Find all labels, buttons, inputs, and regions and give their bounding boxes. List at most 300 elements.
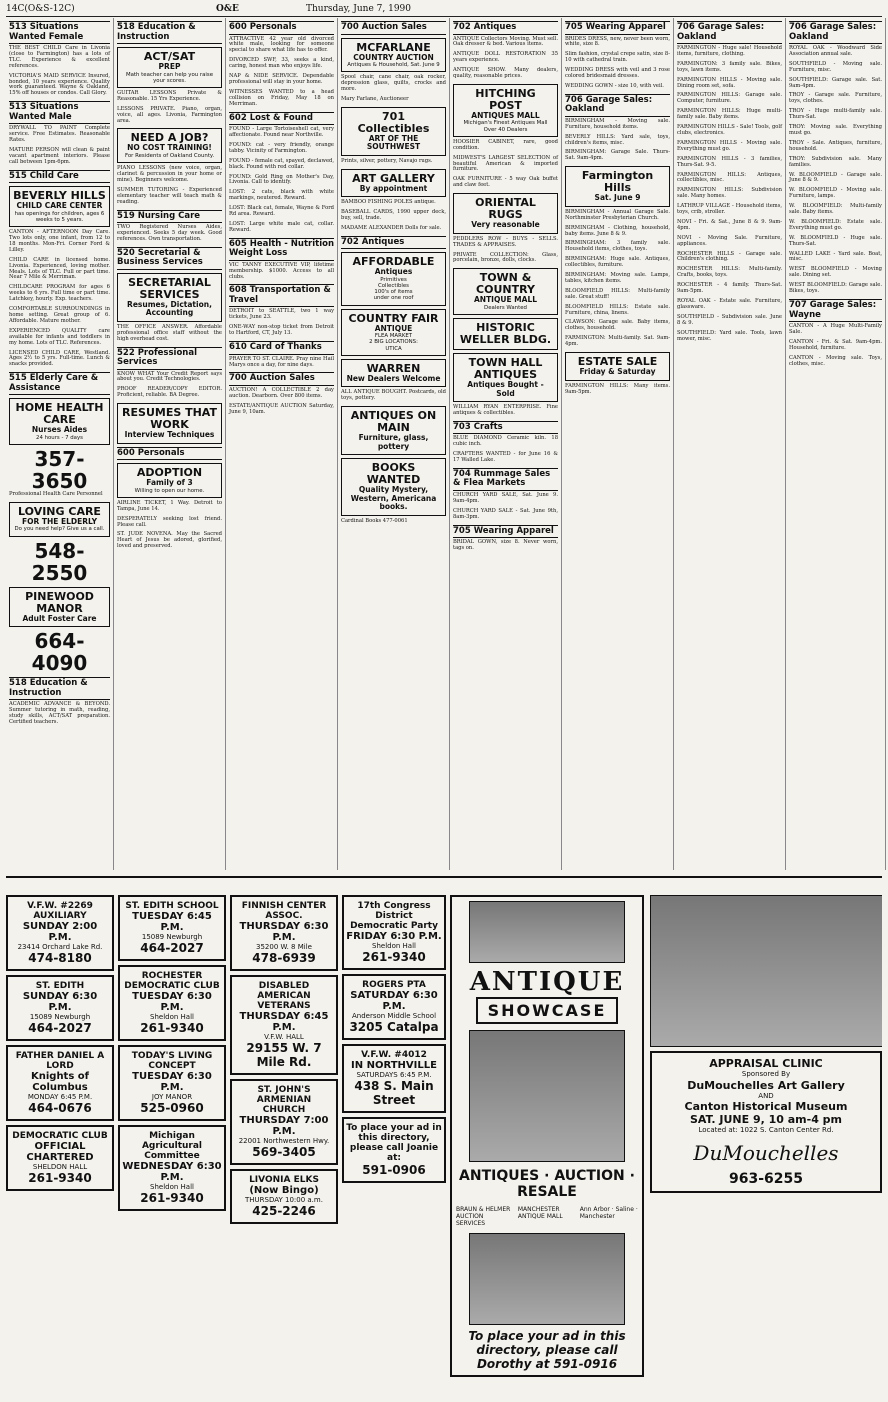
display-ad-line: Antiques Bought - Sold <box>467 380 544 398</box>
display-ad-line: Dealers Wanted <box>484 304 527 311</box>
bingo-listing-title: V.F.W. #4012 <box>361 1050 427 1060</box>
classified-ad: FARMINGTON HILLS - Moving sale. Everything must go. <box>677 139 782 152</box>
bingo-listing-detail: 35200 W. 8 Mile <box>256 943 312 951</box>
display-ad-line: Math teacher can help you raise your scores. <box>125 71 214 84</box>
classified-column-3 <box>226 18 338 870</box>
advertiser-3: Ann Arbor · Saline · Manchester <box>579 1206 638 1220</box>
classified-ad: BIRMINGHAM - Clothing, household, baby items. June 8 & 9. <box>565 224 670 237</box>
display-ad-line: Family of 3 <box>146 478 193 488</box>
classified-ad: TROY: Moving sale. Everything must go. <box>789 124 882 136</box>
classified-ad: BRIDES DRESS, new, never been worn, white, size 8. <box>565 35 670 48</box>
display-ad-line: 24 hours - 7 days <box>36 434 83 441</box>
display-ad-line: ANTIQUES MALL <box>471 110 540 120</box>
section-heading: 605 Health - Nutrition Weight Loss <box>229 238 334 261</box>
classified-ad: CANTON - A Huge Multi-Family Sale. <box>789 323 882 335</box>
display-ad <box>341 406 446 455</box>
bingo-listing-day: FRIDAY 6:30 P.M. <box>346 931 442 942</box>
display-ad <box>117 463 222 498</box>
display-ad-line: Quality Mystery, Western, Americana books. <box>350 485 437 512</box>
bingo-listing-detail: SHELDON HALL <box>32 1163 88 1171</box>
classified-ad: CRAFTERS WANTED - for June 16 & 17 Walled Lake. <box>453 451 558 464</box>
classified-ad: FARMINGTON HILLS: Garage sale. Computer, furniture. <box>677 92 782 105</box>
classified-ad: LOST: 2 cats, black with white markings, neutered. Reward. <box>229 189 334 202</box>
section-heading: 704 Rummage Sales & Flea Markets <box>453 468 558 491</box>
bingo-listing-phone: 261-9340 <box>140 1021 204 1035</box>
classified-ad: CLAWSON: Garage sale. Baby items, clothes, household. <box>565 319 670 332</box>
classified-ad: DETROIT to SEATTLE, two 1 way tickets, June 23. <box>229 308 334 321</box>
section-heading: 518 Education & Instruction <box>117 21 222 44</box>
bingo-listing-detail: JOY MANOR <box>151 1093 193 1101</box>
classified-ad: BIRMINGHAM - Annual Garage Sale. Northminster Presbyterian Church. <box>565 208 670 221</box>
classified-ad: LESSONS PRIVATE. Piano, organ, voice, all ages. Livonia, Farmington area. <box>117 105 222 124</box>
classified-ad: BRIDAL GOWN, size 8. Never worn, tags on. <box>453 539 558 551</box>
bingo-listing-detail: Sheldon Hall <box>150 1013 194 1021</box>
display-ad-line: under one roof <box>373 295 414 302</box>
bingo-listing-day: THURSDAY 6:30 P.M. <box>239 921 329 943</box>
bingo-listing-title: Michigan Agricultural Committee <box>141 1131 203 1161</box>
display-ad-line: MCFARLANE <box>356 40 431 54</box>
display-ad-line: PINEWOOD MANOR <box>25 589 94 615</box>
classified-ad: THE BEST CHILD Care in Livonia (close to Farmington) has a lots of TLC. Experience & excellent references. <box>9 45 110 69</box>
display-ad-line: Do you need help? Give us a call. <box>14 526 105 533</box>
classified-ad: EXPERIENCED QUALITY care available for infants and toddlers in my home. Lots of TLC. References. <box>9 327 110 346</box>
display-ad <box>341 359 446 388</box>
classified-ad: OAK FURNITURE - 5 way Oak buffet and claw feet. <box>453 176 558 189</box>
display-ad <box>453 268 558 315</box>
classified-ad: WITNESSES WANTED to a head collision on Friday, May 18 on Merriman. <box>229 88 334 107</box>
classified-ad: ONE-WAY non-stop ticket from Detroit to Hartford, CT, July 13. <box>229 324 334 337</box>
bingo-listing-day: THURSDAY 6:45 P.M. <box>239 1011 329 1033</box>
classified-ad: DIVORCED SWF, 33, seeks a kind, caring, honest man who enjoys life. <box>229 57 334 70</box>
display-ad-line: TOWN & COUNTRY <box>476 271 535 297</box>
bingo-listing-title: TODAY'S LIVING CONCEPT <box>131 1051 213 1071</box>
bingo-listing-phone: 591-0906 <box>362 1163 426 1177</box>
section-heading: 705 Wearing Apparel <box>565 21 670 35</box>
bingo-listing-day: WEDNESDAY 6:30 P.M. <box>122 1161 222 1183</box>
section-divider <box>6 876 882 892</box>
clinic-title: APPRAISAL CLINIC <box>709 1057 823 1070</box>
classified-column-7 <box>674 18 786 870</box>
classified-column-4 <box>338 18 450 870</box>
classified-ad: ACADEMIC ADVANCE & BEYOND. Summer tutoring in math, reading, study skills, ACT/SAT preparation. Certified teachers. <box>9 701 110 725</box>
sponsor-line: Sponsored By <box>741 1070 791 1078</box>
bingo-listing-title: FINNISH CENTER ASSOC. <box>241 901 327 921</box>
section-heading: 702 Antiques <box>341 236 446 250</box>
classified-ad: DESPERATELY seeking lost friend. Please call. <box>117 515 222 528</box>
display-ad <box>9 587 110 628</box>
classified-ad: AUCTION! A COLLECTIBLE 2 day auction. Dearborn. Over 800 items. <box>229 386 334 399</box>
classified-ad: BLUE DIAMOND Ceramic kiln. 18 cubic inch. <box>453 435 558 448</box>
bingo-listing-phone: 261-9340 <box>140 1191 204 1205</box>
display-ad-line: FOR THE ELDERLY <box>21 516 98 526</box>
bingo-listing-detail: SATURDAYS 6:45 P.M. <box>356 1071 432 1079</box>
display-ad <box>117 403 222 444</box>
bingo-listing-phone: 464-2027 <box>140 941 204 955</box>
classified-ad: FOUND: cat - very friendly, orange tabby. Vicinity of Farmington. <box>229 141 334 154</box>
and-line: AND <box>758 1091 774 1100</box>
display-ad-line: NEED A JOB? <box>130 131 209 145</box>
advertiser-list <box>456 1206 638 1227</box>
display-ad-line: AFFORDABLE <box>352 255 435 269</box>
classified-ad: LATHRUP VILLAGE - Household items, toys, crib, stroller. <box>677 203 782 216</box>
display-ad <box>565 352 670 381</box>
classified-ad: FOUND - female cat, spayed, declawed, black. Found with red collar. <box>229 157 334 170</box>
classified-ad: DRYWALL TO PAINT Complete service. Free Estimates. Reasonable Rates. <box>9 125 110 144</box>
classified-ad: LICENSED CHILD CARE, Westland. Ages 2½ to 5 yrs. Full-time. Lunch & snacks provided. <box>9 349 110 368</box>
section-heading: 515 Elderly Care & Assistance <box>9 372 110 395</box>
display-ad-line: BEVERLY HILLS <box>13 189 106 203</box>
bingo-listing <box>118 895 226 961</box>
classified-ad: WEST BLOOMFIELD - Moving sale. Dining set. <box>789 266 882 279</box>
display-ad <box>341 458 446 516</box>
bingo-listing-phone: 261-9340 <box>362 950 426 964</box>
classified-ad: CANTON - AFTERNOON Day Care. Two lots only, one infant, from 12 to 18 months. Mon-Fri. Corner Ford & Lilley. <box>9 229 110 253</box>
bingo-listing-title: ST. EDITH SCHOOL <box>125 901 219 911</box>
section-heading: 707 Garage Sales: Wayne <box>789 299 882 322</box>
display-ad <box>9 398 110 445</box>
classified-ad: W. BLOOMFIELD - Garage sale. June 8 & 9. <box>789 171 882 184</box>
bingo-listing-day: (Now Bingo) <box>249 1185 319 1196</box>
classified-ad: W. BLOOMFIELD - Moving sale. Furniture, lamps. <box>789 187 882 200</box>
classified-ad: PROOF READER/COPY EDITOR. Proficient, reliable. BA Degree. <box>117 386 222 399</box>
bingo-listing-detail: MONDAY 6:45 P.M. <box>27 1093 93 1101</box>
display-ad <box>341 38 446 73</box>
classified-ad: SOUTHFIELD: Yard sale. Tools, lawn mower, misc. <box>677 329 782 342</box>
bingo-listing <box>118 1125 226 1211</box>
display-ad-line: ANTIQUE MALL <box>473 295 537 305</box>
classified-ad: AIRLINE TICKET, 1 Way. Detroit to Tampa, June 14. <box>117 499 222 512</box>
bingo-listing-day: SUNDAY 2:00 P.M. <box>22 921 98 943</box>
bingo-listing-phone: 478-6939 <box>252 951 316 965</box>
section-heading: 608 Transportation & Travel <box>229 284 334 307</box>
display-ad-line: Very reasonable <box>471 220 540 230</box>
classified-ad: BAMBOO FISHING POLES antique. <box>341 199 436 206</box>
section-heading: 706 Garage Sales: Oakland <box>789 21 882 44</box>
bingo-listing <box>6 1125 114 1191</box>
display-ad-line: WARREN <box>366 361 421 375</box>
classified-ad: FOUND: Gold Ring on Mother's Day, Livonia. Call to identify. <box>229 173 334 186</box>
bingo-listing-phone: 464-0676 <box>28 1101 92 1115</box>
display-ad-line: Interview Techniques <box>124 430 215 440</box>
display-ad <box>9 186 110 227</box>
classified-ad: Prints, silver, pottery, Navajo rugs. <box>341 157 433 164</box>
section-heading: 602 Lost & Found <box>229 112 334 126</box>
classified-ad: BIRMINGHAM - Moving sale. Furniture, household items. <box>565 117 670 130</box>
classified-ad: BLOOMFIELD HILLS: Multi-family sale. Great stuff! <box>565 287 670 300</box>
display-ad <box>117 128 222 163</box>
bingo-listing-day: TUESDAY 6:30 P.M. <box>132 1071 212 1093</box>
bingo-listing-day: TUESDAY 6:30 P.M. <box>132 991 212 1013</box>
bingo-listing <box>6 975 114 1041</box>
classified-ad: ATTRACTIVE 42 year old divorced white male, looking for someone special to share what life has to offer. <box>229 35 334 54</box>
classified-ad: FARMINGTON HILLS - 3 families, Thurs-Sat. 9-5. <box>677 155 782 168</box>
bingo-listing <box>342 1044 446 1113</box>
classified-ad: SOUTHFIELD: Garage sale. Sat. 9am-4pm. <box>789 76 882 89</box>
display-ad-line: ACT/SAT <box>143 50 196 63</box>
section-heading: 513 Situations Wanted Male <box>9 101 110 124</box>
classified-ad: FARMINGTON HILLS: Antiques, collectibles, misc. <box>677 171 782 184</box>
bingo-column-2 <box>118 895 226 1395</box>
page-masthead <box>6 4 882 17</box>
ad-phone-number: 664-4090 <box>31 629 88 676</box>
classified-ad: ROCHESTER - 4 family. Thurs-Sat. 9am-5pm. <box>677 282 782 295</box>
display-ad-line: ORIENTAL RUGS <box>475 196 536 222</box>
display-ad-line: Resumes, Dictation, Accounting <box>127 299 212 318</box>
bingo-listing <box>6 1045 114 1121</box>
classified-column-1 <box>6 18 114 870</box>
display-ad-line: SECRETARIAL SERVICES <box>128 275 211 301</box>
bingo-listing-phone: 438 S. Main Street <box>354 1079 434 1107</box>
classified-column-5 <box>450 18 562 870</box>
display-ad-line: COUNTRY AUCTION <box>353 52 434 62</box>
display-ad-line: BOOKS WANTED <box>366 461 421 487</box>
section-heading: 600 Personals <box>229 21 334 35</box>
section-heading: 706 Garage Sales: Oakland <box>565 94 670 117</box>
display-ad-line: Over 40 Dealers <box>483 126 528 133</box>
section-heading: 520 Secretarial & Business Services <box>117 247 222 270</box>
display-ad-line: has openings for children, ages 6 weeks to 5 years. <box>14 210 105 223</box>
classified-ad: CHILDCARE PROGRAM for ages 6 weeks to 6 yrs. Full time or part time. Latchkey, hourly. Exp. teachers. <box>9 284 110 303</box>
bingo-listing-phone: 3205 Catalpa <box>349 1020 439 1034</box>
display-ad-line: ART GALLERY <box>352 171 435 185</box>
antique-illustration <box>469 1030 626 1162</box>
classified-ad: CHURCH YARD SALE - Sat. June 9th, 8am-3pm. <box>453 507 558 520</box>
display-ad-line: New Dealers Welcome <box>346 373 441 383</box>
dumouchelles-logo: DuMouchelles <box>693 1140 839 1165</box>
bingo-listing-detail: THURSDAY 10:00 a.m. <box>245 1196 323 1204</box>
antique-showcase <box>450 895 644 1395</box>
bingo-listing-phone: 261-9340 <box>28 1171 92 1185</box>
classified-ad: Mary Farlane, Auctioneer <box>341 95 409 102</box>
issue-date: Thursday, June 7, 1990 <box>306 4 411 14</box>
classified-ad: ROYAL OAK - Woodward Side Association annual sale. <box>789 45 882 57</box>
classified-ad: CHURCH YARD SALE, Sat. June 9. 9am-4pm. <box>453 491 558 504</box>
display-ad-line: Michigan's Finest Antiques Mall <box>463 120 548 127</box>
classified-ad: BIRMINGHAM: Moving sale. Lamps, tables, kitchen items. <box>565 272 670 284</box>
display-ad <box>453 318 558 350</box>
clinic-phone: 963-6255 <box>729 1170 803 1187</box>
display-ad-line: For Residents of Oakland County. <box>124 152 215 159</box>
display-ad <box>341 169 446 198</box>
display-ad <box>9 502 110 537</box>
bingo-listing-detail: V.F.W. HALL <box>264 1033 304 1041</box>
display-ad-line: ANTIQUES ON MAIN <box>350 409 437 435</box>
bingo-listing-phone: 29155 W. 7 Mile Rd. <box>246 1041 322 1069</box>
section-heading: 706 Garage Sales: Oakland <box>677 21 782 44</box>
ad-phone-number: 548-2550 <box>31 538 88 585</box>
classified-ad: BEVERLY HILLS: Yard sale, toys, children's items, misc. <box>565 133 670 146</box>
display-ad-line: ADOPTION <box>136 466 203 480</box>
classified-ad: FOUND - Large Tortoiseshell cat, very affectionate. Found near Northville. <box>229 126 334 138</box>
bingo-listing-phone: 569-3405 <box>252 1145 316 1159</box>
advertiser-2: MANCHESTER ANTIQUE MALL <box>517 1206 563 1220</box>
bingo-listing-day: TUESDAY 6:45 P.M. <box>132 911 212 933</box>
display-ad-line: 100's of items <box>374 289 413 296</box>
bingo-listing-day: IN NORTHVILLE <box>351 1060 437 1071</box>
classified-ad: PEDDLERS ROW - BUYS - SELLS. TRADES & APPRAISES. <box>453 235 558 248</box>
display-ad-line: COUNTRY FAIR <box>348 311 439 325</box>
bingo-listing-detail: Sheldon Hall <box>372 942 416 950</box>
display-ad-line: Willing to open our home. <box>134 487 205 494</box>
display-ad <box>341 309 446 356</box>
showcase-label: SHOWCASE <box>476 997 619 1024</box>
bingo-listing <box>118 1045 226 1121</box>
sponsor-gallery: DuMouchelles Art Gallery <box>687 1078 845 1092</box>
classified-ad: PIANO LESSONS (new voice, organ, clarinet & percussion in your home or mine). Beginners welcome. <box>117 165 222 183</box>
display-ad <box>453 193 558 234</box>
classified-ad: CANTON - Fri. & Sat. 9am-4pm. Household, furniture. <box>789 338 882 351</box>
bingo-column-4 <box>342 895 446 1395</box>
bingo-listing-title: ST. JOHN'S ARMENIAN CHURCH <box>256 1085 312 1115</box>
antique-photo <box>469 901 626 963</box>
classified-ad: KNOW WHAT Your Credit Report says about you. Credit Technologies. <box>117 370 222 383</box>
classified-ad: LOST: Large white male cat, collar. Reward. <box>229 220 334 233</box>
bingo-listing-detail: 23414 Orchard Lake Rd. <box>17 943 103 951</box>
section-heading: 700 Auction Sales <box>229 372 334 386</box>
bingo-listing <box>6 895 114 971</box>
advertiser-1: BRAUN & HELMER AUCTION SERVICES <box>456 1206 511 1227</box>
classified-column-6 <box>562 18 674 870</box>
display-ad-line: Farmington Hills <box>581 169 654 195</box>
bingo-listing-phone: 474-8180 <box>28 951 92 965</box>
bingo-listing-title: To place your ad in this directory, please call Joanie at: <box>346 1123 442 1163</box>
classified-ad: FARMINGTON HILLS: Subdivision sale. Many homes. <box>677 187 782 200</box>
bingo-listing-detail: Sheldon Hall <box>150 1183 194 1191</box>
bingo-listing-day: THURSDAY 7:00 P.M. <box>239 1115 329 1137</box>
display-ad-line: Sat. June 9 <box>594 193 641 203</box>
bingo-listing-title: 17th Congress District Democratic Party <box>350 901 438 931</box>
bingo-listing-title: ROGERS PTA <box>362 980 426 990</box>
classified-ad: BASEBALL CARDS, 1990 upper deck, buy, sell, trade. <box>341 209 446 222</box>
display-ad-line: RESUMES THAT WORK <box>122 406 217 432</box>
section-heading: 522 Professional Services <box>117 347 222 370</box>
classified-ad: SOUTHFIELD - Moving sale. Furniture, misc. <box>789 60 882 73</box>
classified-ad: FARMINGTON HILLS: Many items. 9am-5pm. <box>565 382 670 395</box>
classified-ad: BIRMINGHAM: Huge sale. Antiques, collectibles, furniture. <box>565 256 670 269</box>
bingo-listing <box>118 965 226 1041</box>
classified-ad: Slim fashion, crystal crepe satin, size 8-10 with cathedral train. <box>565 51 670 64</box>
bingo-listing <box>342 1117 446 1183</box>
classified-ad: HOOSIER CABINET, rare, good condition. <box>453 138 558 151</box>
section-heading: 519 Nursing Care <box>117 210 222 224</box>
bingo-listing-day: OFFICIAL CHARTERED <box>26 1141 94 1163</box>
classified-ad: SOUTHFIELD - Subdivision sale. June 8 & 9. <box>677 313 782 326</box>
section-heading: 702 Antiques <box>453 21 558 35</box>
display-ad-line: TOWN HALL ANTIQUES <box>468 356 543 382</box>
bingo-listing-day: SUNDAY 6:30 P.M. <box>22 991 98 1013</box>
classified-ad: ST. JUDE NOVENA. May the Sacred Heart of Jesus be adored, glorified, loved and preserved. <box>117 531 222 550</box>
display-ad-line: Adult Foster Care <box>22 613 97 623</box>
classified-ad: ANTIQUE SHOW. Many dealers, quality, reasonable prices. <box>453 67 558 80</box>
classified-ad: WEDDING GOWN - size 10, with veil. <box>565 82 664 89</box>
display-ad-line: CHILD CARE CENTER <box>16 201 103 211</box>
classified-ad: TROY - Garage sale. Furniture, toys, clothes. <box>789 92 882 105</box>
classified-ad: WEDDING DRESS with veil and 3 rose colored bridesmaid dresses. <box>565 67 670 80</box>
display-ad <box>117 47 222 88</box>
bingo-column-3 <box>230 895 338 1395</box>
display-ad-line: 2 BIG LOCATIONS: <box>369 339 418 346</box>
classified-ad: Cardinal Books 477-0061 <box>341 517 408 524</box>
advertiser-ads <box>469 1233 626 1325</box>
display-ad <box>453 84 558 137</box>
classified-ad: WILLIAM RYAN ENTERPRISE. Fine antiques & collectibles. <box>453 404 558 416</box>
classified-ad: TROY - Sale. Antiques, furniture, household. <box>789 139 882 152</box>
appraisal-clinic-ad <box>650 895 882 1395</box>
bingo-listing-detail: 22001 Northwestern Hwy. <box>238 1137 330 1145</box>
display-ad-line: Nurses Aides <box>31 425 88 435</box>
bingo-listing-day: SATURDAY 6:30 P.M. <box>350 990 438 1012</box>
classified-ad: FARMINGTON: Multi-family. Sat. 9am-4pm. <box>565 335 670 348</box>
display-ad <box>341 107 446 156</box>
display-ad-line: Collectibles <box>378 283 409 290</box>
display-ad-line: 701 Collectibles <box>357 109 430 135</box>
classified-ad: NAP & NIDE SERVICE. Dependable professional will stay in your home. <box>229 73 334 85</box>
classified-column-2 <box>114 18 226 870</box>
section-heading: 700 Auction Sales <box>341 21 446 35</box>
bingo-listing-title: DISABLED AMERICAN VETERANS <box>257 981 311 1011</box>
classified-ad: VIC TANNY EXECUTIVE VIP, lifetime membership. $1000. Access to all clubs. <box>229 261 334 280</box>
place-ad-note: To place your ad in this directory, please call Dorothy at 591-0916 <box>468 1329 626 1371</box>
display-ad-line: NO COST TRAINING! <box>127 143 212 153</box>
section-heading: 513 Situations Wanted Female <box>9 21 110 44</box>
display-ad-line: HOME HEALTH CARE <box>15 401 104 427</box>
classified-ad: ROYAL OAK - Estate sale. Furniture, glassware. <box>677 298 782 310</box>
classified-ad: ROCHESTER HILLS: Multi-family. Crafts, books, toys. <box>677 266 782 279</box>
display-ad-line: ART OF THE SOUTHWEST <box>366 133 421 152</box>
classified-ad: FARMINGTON - Huge sale! Household items, furniture, clothing. <box>677 45 782 57</box>
display-ad <box>117 273 222 322</box>
bingo-listing-phone: 525-0960 <box>140 1101 204 1115</box>
classified-ad: TROY: Subdivision sale. Many families. <box>789 155 882 168</box>
classified-ad: SUMMER TUTORING - Experienced elementary teacher will teach math & reading. <box>117 186 222 205</box>
bingo-listing-title: FATHER DANIEL A LORD <box>15 1051 105 1071</box>
classified-ad: W. BLOOMFIELD: Multi-family sale. Baby items. <box>789 203 882 216</box>
section-heading: 518 Education & Instruction <box>9 677 110 700</box>
classified-ad: VICTORIA'S MAID SERVICE Insured, bonded, 10 years experience. Quality work guaranteed. Wayne & Oakland, 15% off houses or condos. Call Glory. <box>9 72 110 97</box>
display-ad-line: By appointment <box>359 183 428 193</box>
clinic-location: Located at: 1022 S. Canton Center Rd. <box>698 1126 834 1134</box>
classified-ad: TWO Registered Nurses Aides, experienced. Seeks 5 day week. Good references. Own transportation. <box>117 224 222 242</box>
bingo-listing-detail: Anderson Middle School <box>351 1012 437 1020</box>
classified-ad: MADAME ALEXANDER Dolls for sale. <box>341 224 442 231</box>
bingo-listing-phone: 464-2027 <box>28 1021 92 1035</box>
section-heading: 705 Wearing Apparel <box>453 525 558 539</box>
classified-ad: GUITAR LESSONS Private & Reasonable. 15 Yrs Experience. <box>117 89 222 102</box>
display-ad-line: Primitives <box>380 276 407 283</box>
section-heading: 600 Personals <box>117 447 222 461</box>
clinic-photo <box>650 895 882 1047</box>
antique-banner <box>450 895 644 1377</box>
display-ad-line: PREP <box>158 62 181 71</box>
classified-ad: W. BLOOMFIELD - Huge sale. Thurs-Sat. <box>789 234 882 247</box>
display-ad-line: Friday & Saturday <box>579 367 656 377</box>
display-ad-line: Antiques & Household, Sat. June 9 <box>347 62 440 68</box>
classified-ad: Spool chair, cane chair, oak rocker, depression glass, quilts, crocks and more. <box>341 74 446 93</box>
classified-ad: W. BLOOMFIELD: Estate sale. Everything must go. <box>789 218 882 231</box>
antique-title: ANTIQUE <box>469 967 625 997</box>
classified-ad: ROCHESTER HILLS - Garage sale. Children's clothing. <box>677 250 782 263</box>
bingo-listing-title: ST. EDITH <box>35 981 85 991</box>
classified-ad: NOVI - Fri. & Sat., June 8 & 9. 9am-4pm. <box>677 218 782 231</box>
appraisal-box <box>650 1051 882 1193</box>
classified-ad: ALL ANTIQUE BOUGHT. Postcards, old toys, pottery. <box>341 389 446 402</box>
bingo-listing <box>342 974 446 1040</box>
sponsor-museum: Canton Historical Museum <box>684 1100 848 1113</box>
classified-ad: BIRMINGHAM: Garage Sale. Thurs-Sat. 9am-4pm. <box>565 149 670 162</box>
bingo-listing <box>342 895 446 970</box>
classified-ad: MATURE PERSON will clean & paint vacant apartment interiors. Please call between 1pm-6pm. <box>9 146 110 165</box>
display-ad-line: ESTATE SALE <box>577 355 658 369</box>
